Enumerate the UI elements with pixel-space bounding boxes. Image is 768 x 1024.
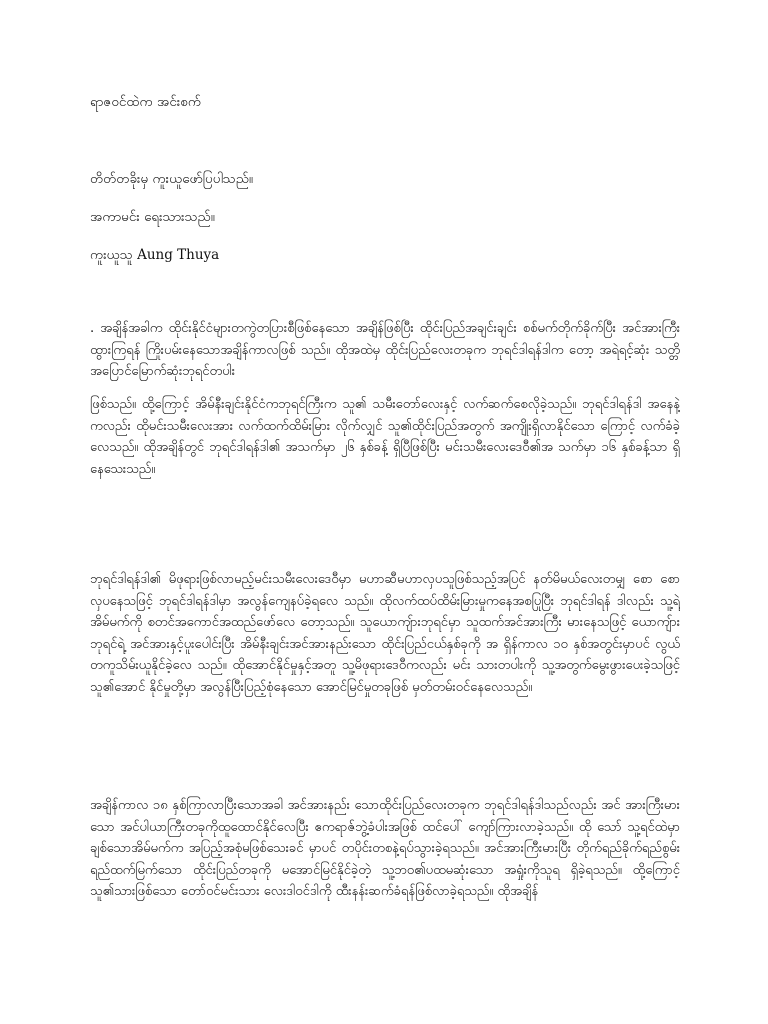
paragraph-4: အချိန်ကာလ ၁၈ နှစ်ကြာလာပြီးသောအခါ အင်အားနည်း သောထိုင်းပြည်လေးတခုက ဘုရင်ဒါရန်ဒါသည်လည်း အင် အားကြီးမားသော အင်ပါယာကြီးတခုကိုထူထောင်နိုင်လေပြီး ဧကရာဇ်ဘွဲ့ခံပါးအဖြစ် ထင်ပေါ် ကျော်ကြားလာခဲ့သည်။ ထို သော် သူ့ရင်ထဲမှာချစ်သောအိမ်မက်က အပြည့်အစုံမဖြစ်သေးခင် မှာပင် တပိုင်းတစနဲ့ရပ်သွားခဲ့ရသည်။ အင်အားကြီးမားပြီး တိုက်ရည်ခိုက်ရည်စွမ်းရည်ထက်မြက်သော ထိုင်းပြည်တခုကို မအောင်မြင်နိုင်ခဲ့တဲ့ သူ့ဘဝ၏ပထမဆုံးသော အရှုံးကိုသူရ ရှိခဲ့ရသည်။ ထို့ကြောင့် သူ၏သားဖြစ်သော တော်ဝင်မင်းသား လေးဒါဝင်ဒါကို ထီးနန်းဆက်ခံရန်ဖြစ်လာခဲ့ရသည်။ ထိုအချိန် (90, 798, 680, 899)
paragraph-1: . အချိန်အခါက ထိုင်းနိုင်ငံများတကွဲတပြားစီဖြစ်နေသော အချိန်ဖြစ်ပြီး ထိုင်းပြည်အချင်းချင်း စစ်မက်တိုက်ခိုက်ပြီး အင်အားကြီးထွားကြရန် ကြိုးပမ်းနေသောအချိန်ကာလဖြစ် သည်။ ထိုအထဲမှ ထိုင်းပြည်လေးတခုက ဘုရင်ဒါရန်ဒါက တော့ အရဲရင့်ဆုံး သတ္တိအပြောင်မြောက်ဆုံးဘုရင်တပါး (90, 321, 680, 379)
source-note: တိတ်တခိုးမှ ကူးယူဖော်ပြပါသည်။ (90, 171, 253, 187)
transcriber-line: ကူးယူသူ Aung Thuya (90, 247, 220, 263)
paragraph-2: ဖြစ်သည်။ ထို့ကြောင့် အိမ်နီးချင်းနိုင်ငံကဘုရင်ကြီးက သူ၏ သမီးတော်လေးနှင့် လက်ဆက်စေလိုခဲ့သည်။ ဘုရင်ဒါရန်ဒါ အနေနဲ့ကလည်း ထိုမင်းသမီးလေးအား လက်ထက်ထိမ်းမြား လိုက်လျှင် သူ၏ထိုင်းပြည်အတွက် အကျိုးရှိလာနိုင်သော ကြောင့် လက်ခံခဲ့လေသည်။ ထိုအချိန်တွင် ဘုရင်ဒါရန်ဒါ၏ အသက်မှာ ၂၆ နှစ်ခန့် ရှိပြီဖြစ်ပြီး မင်းသမီးလေးဒေဝီ၏အ သက်မှာ ၁၆ နှစ်ခန့်သာ ရှိနေသေးသည်။ (90, 397, 680, 477)
author-line: အကာမင်း ရေးသားသည်။ (90, 209, 215, 225)
document-title: ရာဇဝင်ထဲက အင်းစက် (90, 94, 202, 110)
paragraph-3: ဘုရင်ဒါရန်ဒါ၏ မိဖုရားဖြစ်လာမည့်မင်းသမီးလေးဒေဝီမှာ မဟာဆီမဟာလှပသူဖြစ်သည့်အပြင် နတ်မိမယ်လေးတမျှ စော စောလှပနေသဖြင့် ဘုရင်ဒါရန်ဒါမှာ အလွန်ကျေနပ်ခဲ့ရလေ သည်။ ထိုလက်ထပ်ထိမ်းမြားမှုကနေအစပြုပြီး ဘုရင်ဒါရန် ဒါလည်း သူ့ရဲ့ အိမ်မက်ကို စတင်အကောင်အထည်ဖော်လေ တော့သည်။ သူယောကျ်ားဘုရင်မှာ သူထက်အင်အားကြီး မားနေသဖြင့် ယောကျ်ားဘုရင်ရဲ့ အင်အားနှင့်ပူးပေါင်းပြီး အိမ်နီးချင်းအင်အားနည်းသော ထိုင်းပြည်ငယ်နှစ်ခုကို အ ရှိန်ကာလ ၁၀ နှစ်အတွင်းမှာပင် လွယ်တကူသိမ်းယူနိုင်ခဲ့လေ သည်။ ထိုအောင်နိုင်မှုနှင့်အတူ သူ့မိဖုရားဒေဝီကလည်း မင်း သားတပါးကို သူ့အတွက်မွေးဖွားပေးခဲ့သဖြင့် သူ၏အောင် နိုင်မှုတို့မှာ အလွန်ပြီးပြည့်စုံနေသော အောင်မြင်မှုတခုဖြစ် မှတ်တမ်းဝင်နေလေသည်။ (90, 572, 680, 695)
